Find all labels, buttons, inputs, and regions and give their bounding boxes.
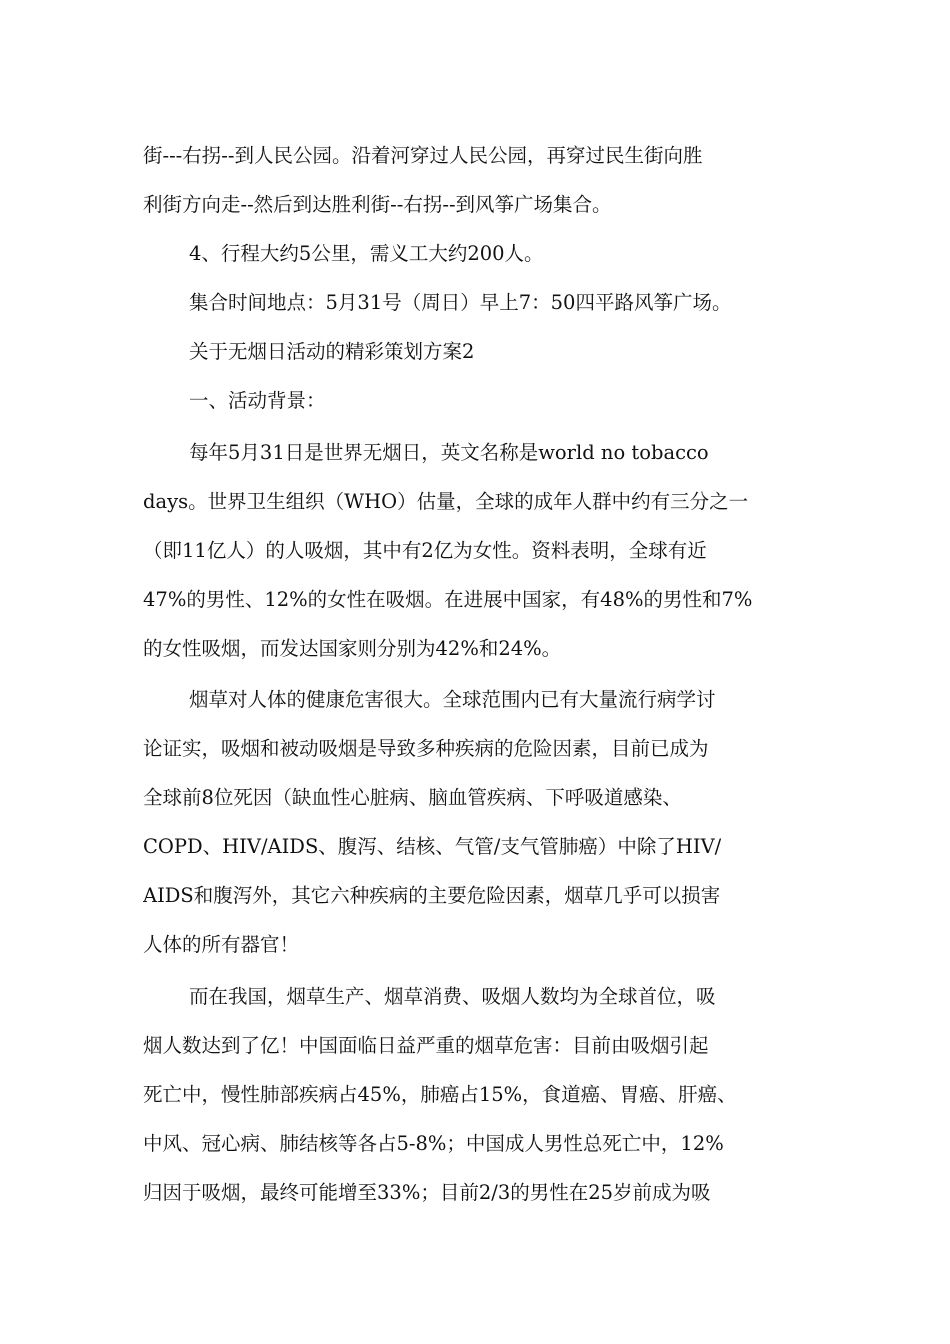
subsection-heading: 一、活动背景： — [189, 389, 326, 412]
text-line: 47%的男性、12%的女性在吸烟。在进展中国家，有48%的男性和7% — [143, 587, 753, 611]
text-line: 利街方向走--然后到达胜利街--右拐--到风筝广场集合。 — [143, 193, 612, 216]
section-heading: 关于无烟日活动的精彩策划方案2 — [189, 340, 475, 363]
text-line: 的女性吸烟，而发达国家则分别为42%和24%。 — [143, 636, 562, 660]
text-line: 4、行程大约5公里，需义工大约200人。 — [189, 242, 544, 265]
text-line: 中风、冠心病、肺结核等各占5-8%；中国成人男性总死亡中，12% — [143, 1131, 724, 1155]
text-line: 而在我国，烟草生产、烟草消费、吸烟人数均为全球首位，吸 — [189, 984, 716, 1008]
text-line: 烟草对人体的健康危害很大。全球范围内已有大量流行病学讨 — [189, 688, 716, 711]
text-line: 每年5月31日是世界无烟日，英文名称是world no tobacco — [189, 440, 709, 464]
text-line: 街---右拐--到人民公园。沿着河穿过人民公园，再穿过民生街向胜 — [143, 144, 703, 167]
text-line: 归因于吸烟，最终可能增至33%；目前2/3的男性在25岁前成为吸 — [143, 1180, 711, 1204]
text-line: 集合时间地点：5月31号（周日）早上7：50四平路风筝广场。 — [189, 291, 732, 314]
text-line: （即11亿人）的人吸烟，其中有2亿为女性。资料表明，全球有近 — [143, 538, 707, 562]
text-line: 烟人数达到了亿！中国面临日益严重的烟草危害：目前由吸烟引起 — [143, 1033, 709, 1057]
text-line: 死亡中，慢性肺部疾病占45%，肺癌占15%，食道癌、胃癌、肝癌、 — [143, 1082, 737, 1106]
text-line: days。世界卫生组织（WHO）估量，全球的成年人群中约有三分之一 — [143, 489, 749, 513]
text-line: AIDS和腹泻外，其它六种疾病的主要危险因素，烟草几乎可以损害 — [143, 884, 721, 907]
text-line: 全球前8位死因（缺血性心脏病、脑血管疾病、下呼吸道感染、 — [143, 786, 682, 809]
document-body — [143, 131, 807, 1217]
text-line: 论证实，吸烟和被动吸烟是导致多种疾病的危险因素，目前已成为 — [143, 737, 709, 760]
text-line: 人体的所有器官！ — [143, 933, 300, 956]
text-line: COPD、HIV/AIDS、腹泻、结核、气管/支气管肺癌）中除了HIV/ — [143, 835, 722, 858]
